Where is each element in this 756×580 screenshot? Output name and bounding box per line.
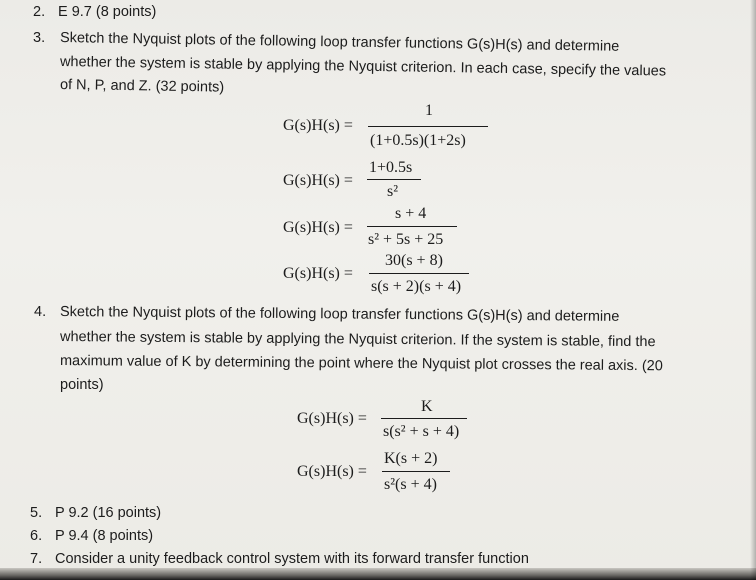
- item-6-text: P 9.4 (8 points): [55, 528, 154, 544]
- fraction-bar: [369, 273, 469, 274]
- equation-lhs: G(s)H(s) =: [283, 265, 353, 282]
- item-4-line-2: whether the system is stable by applying the Nyquist criterion. If the system is stable, find the: [59, 329, 656, 351]
- item-number: 4.: [34, 304, 47, 320]
- equation-denominator: s²(s + 4): [384, 476, 437, 493]
- page-right-shadow: [750, 0, 756, 580]
- equation-lhs: G(s)H(s) =: [297, 410, 367, 427]
- equation-numerator: s + 4: [395, 205, 427, 222]
- item-number: 7.: [30, 551, 43, 567]
- equation-denominator: s(s + 2)(s + 4): [371, 278, 462, 295]
- item-4-line-3: maximum value of K by determining the point where the Nyquist plot crosses the real axis. (20: [59, 353, 663, 375]
- item-number: 3.: [33, 30, 46, 46]
- equation-denominator: s² + 5s + 25: [368, 231, 444, 248]
- page-bottom-edge: [0, 568, 756, 580]
- equation-numerator: 1: [425, 102, 433, 119]
- equation-denominator: s²: [387, 183, 399, 200]
- equation-lhs: G(s)H(s) =: [283, 219, 353, 236]
- item-number: 5.: [30, 505, 43, 521]
- item-4-line-4: points): [60, 377, 104, 393]
- item-5-text: P 9.2 (16 points): [55, 505, 162, 521]
- fraction-bar: [368, 126, 488, 127]
- equation-denominator: (1+0.5s)(1+2s): [370, 132, 466, 149]
- equation-lhs: G(s)H(s) =: [297, 463, 367, 480]
- item-number: 2.: [33, 4, 46, 20]
- equation-lhs: G(s)H(s) =: [283, 172, 353, 189]
- item-3-line-1: Sketch the Nyquist plots of the following loop transfer functions G(s)H(s) and determine: [59, 30, 620, 55]
- item-7-text: Consider a unity feedback control system with its forward transfer function: [55, 551, 529, 567]
- equation-lhs: G(s)H(s) =: [283, 117, 353, 134]
- item-3-line-2: whether the system is stable by applying the Nyquist criterion. In each case, specify the values: [59, 54, 667, 80]
- equation-numerator: 30(s + 8): [385, 252, 443, 269]
- item-2-text: E 9.7 (8 points): [58, 4, 157, 20]
- item-4-line-1: Sketch the Nyquist plots of the following loop transfer functions G(s)H(s) and determine: [59, 304, 620, 325]
- item-number: 6.: [30, 528, 43, 544]
- fraction-bar: [367, 226, 457, 227]
- equation-numerator: K: [421, 398, 433, 415]
- fraction-bar: [367, 179, 421, 180]
- equation-denominator: s(s² + s + 4): [383, 423, 460, 440]
- equation-numerator: K(s + 2): [384, 450, 438, 467]
- fraction-bar: [381, 418, 467, 419]
- item-3-line-3: of N, P, and Z. (32 points): [59, 77, 225, 96]
- equation-numerator: 1+0.5s: [369, 159, 413, 176]
- fraction-bar: [382, 471, 450, 472]
